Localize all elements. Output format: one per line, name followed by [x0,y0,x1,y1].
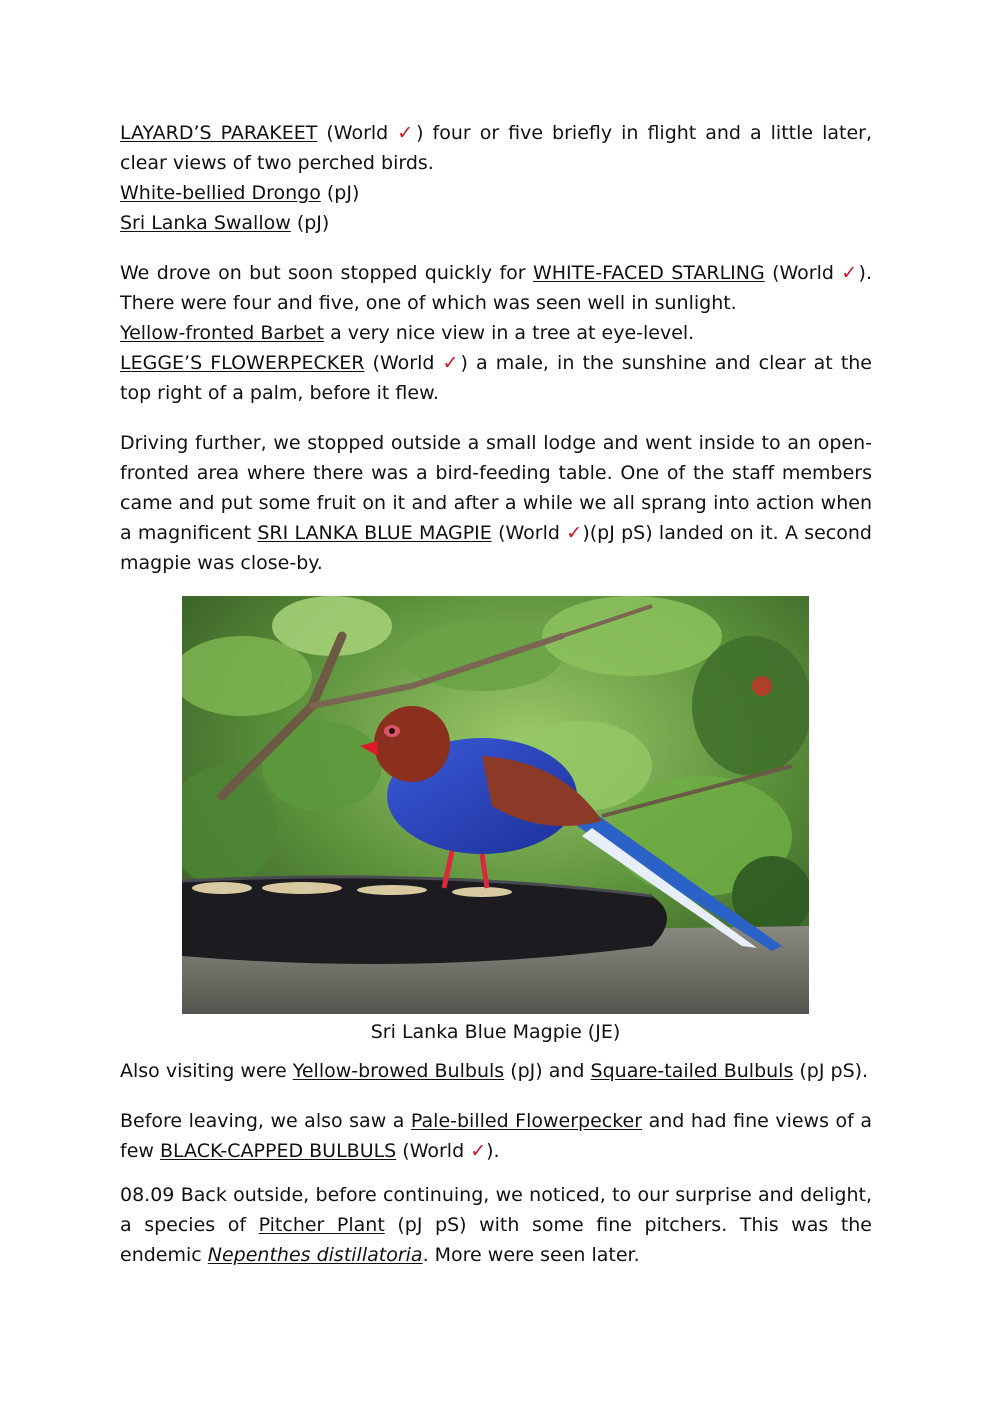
paragraph-before-leaving: Before leaving, we also saw a Pale-billed Flowerpecker and had fine views of a few BLACK-CAPPED BULBULS (World ✓). [120,1110,872,1162]
paragraph-barbet: Yellow-fronted Barbet a very nice view in a tree at eye-level. [120,322,695,344]
magpie-photo [182,596,809,1014]
species-name: SRI LANKA BLUE MAGPIE [257,522,492,544]
paragraph-pitcher-plant: 08.09 Back outside, before continuing, we noticed, to our surprise and delight, a species of Pitcher Plant (pJ pS) with some fine pitchers. This was the endemic Nepenthes distillatoria. More were seen later. [120,1184,872,1266]
photo-caption: Sri Lanka Blue Magpie (JE) [370,1021,621,1043]
check-icon: ✓ [397,122,417,144]
species-name: WHITE-FACED STARLING [532,262,765,284]
species-name: Pale-billed Flowerpecker [410,1110,643,1132]
check-icon: ✓ [470,1140,487,1162]
species-name: Yellow-fronted Barbet [120,322,325,344]
paragraph-starling: We drove on but soon stopped quickly for WHITE-FACED STARLING (World ✓). There were four and five, one of which was seen well in sunlight. [120,262,872,314]
check-icon: ✓ [442,352,461,374]
species-name: LEGGE’S FLOWERPECKER [120,352,365,374]
check-icon: ✓ [841,262,859,284]
paragraph-lodge: Driving further, we stopped outside a small lodge and went inside to an open-fronted area where there was a bird-feeding table. One of the staff members came and put some fruit on it and after a while we all sprang into action when a magnificent SRI LANKA BLUE MAGPIE (World ✓)(pJ pS) landed on it. A second magpie was close-by. [120,432,872,574]
species-name: White-bellied Drongo [120,182,321,204]
species-name: Yellow-browed Bulbuls [292,1060,505,1082]
species-name: Pitcher Plant [258,1214,385,1236]
lower-text [120,1056,872,1270]
species-name: Sri Lanka Swallow [120,212,291,234]
scientific-name: Nepenthes distillatoria [207,1244,423,1266]
paragraph-drongo: White-bellied Drongo (pJ) [120,182,360,204]
species-name: LAYARD’S PARAKEET [120,122,318,144]
magpie-photo-image [182,596,809,1014]
paragraph-bulbuls: Also visiting were Yellow-browed Bulbuls (pJ) and Square-tailed Bulbuls (pJ pS). [120,1060,869,1082]
check-icon: ✓ [566,522,583,544]
species-name: BLACK-CAPPED BULBULS [159,1140,397,1162]
upper-text [120,118,872,578]
paragraph-flowerpecker: LEGGE’S FLOWERPECKER (World ✓) a male, in the sunshine and clear at the top right of a palm, before it flew. [120,352,872,404]
species-name: Square-tailed Bulbuls [590,1060,794,1082]
paragraph-swallow: Sri Lanka Swallow (pJ) [120,212,330,234]
paragraph-layards-parakeet: LAYARD’S PARAKEET (World ✓) four or five briefly in flight and a little later, clear views of two perched birds. [120,122,872,174]
